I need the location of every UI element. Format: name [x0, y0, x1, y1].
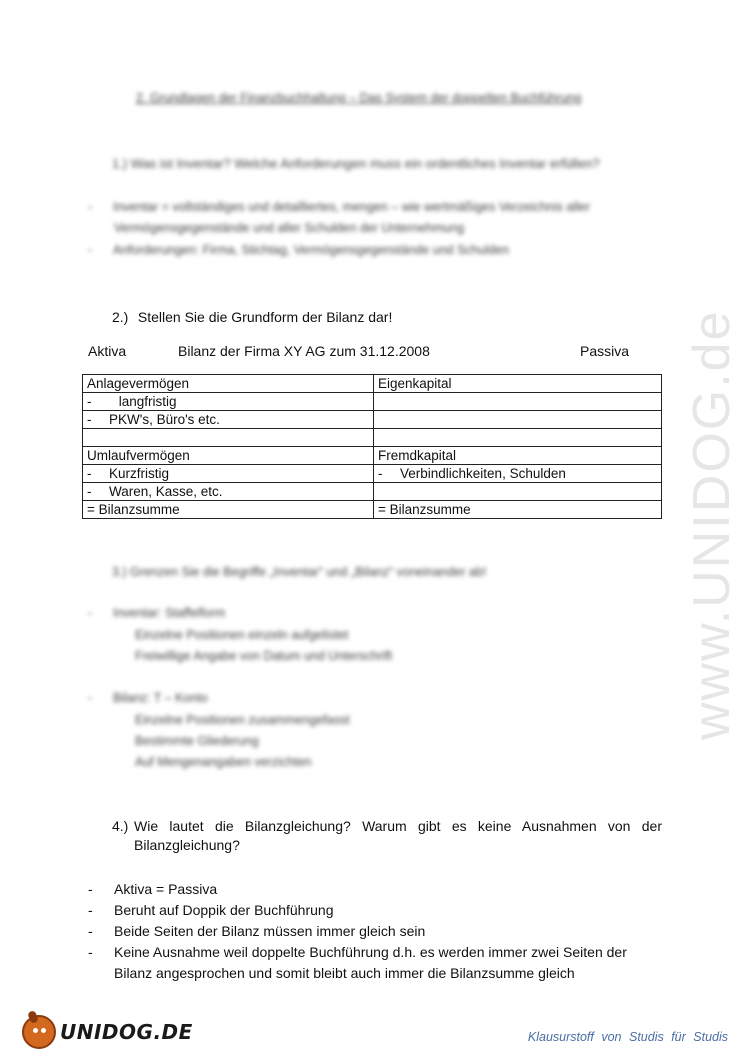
q3-bilanz-line-1: Einzelne Positionen zusammengefasst [135, 713, 350, 727]
q3-inventar-line-2: Freiwillige Angabe von Datum und Unterschrift [135, 649, 393, 663]
cell-text: Fremdkapital [378, 448, 457, 463]
table-cell [83, 429, 374, 447]
q1-bullet-2: - Anforderungen: Firma, Stichtag, Vermögensgegenstände und Schulden [88, 243, 510, 257]
table-cell [83, 501, 374, 519]
bilanz-title-row [88, 343, 628, 361]
list-item: - Keine Ausnahme weil doppelte Buchführung d.h. es werden immer zwei Seiten der Bilanz angesprochen und somit bleibt auch immer die Bilanzsumme gleich [88, 944, 627, 981]
passiva-label: Passiva [580, 343, 630, 359]
table-cell [374, 447, 662, 465]
q4-number: 4.) [112, 818, 129, 834]
q3-question: 3.) Grenzen Sie die Begriffe „Inventar“ und „Bilanz“ voneinander ab! [112, 565, 487, 579]
unidog-logo[interactable] [22, 1014, 193, 1050]
table-cell [83, 483, 374, 501]
cell-text: Verbindlichkeiten, Schulden [400, 466, 566, 481]
table-cell [83, 411, 374, 429]
q2-question: Stellen Sie die Grundform der Bilanz dar! [137, 309, 393, 325]
table-row [83, 447, 662, 465]
cell-text: = Bilanzsumme [87, 502, 180, 517]
list-item: - Beide Seiten der Bilanz müssen immer gleich sein [88, 923, 426, 939]
section-heading: 2. Grundlagen der Finanzbuchhaltung – Das System der doppelten Buchführung [136, 91, 582, 105]
table-row [83, 375, 662, 393]
bilanz-table [82, 374, 662, 519]
aktiva-label: Aktiva [88, 343, 127, 359]
q4-question-line-2: Bilanzgleichung? [134, 837, 240, 853]
q3-bilanz-line-3: Auf Mengenangaben verzichten [135, 755, 312, 769]
dash: - [87, 484, 92, 499]
q2-number: 2.) [112, 309, 129, 325]
dash: - [87, 412, 92, 427]
table-row [83, 501, 662, 519]
table-row [83, 411, 662, 429]
q3-bilanz-bullet: - Bilanz: T – Konto [88, 691, 208, 705]
table-cell [83, 375, 374, 393]
footer-tagline: Klausurstoff von Studis für Studis [527, 1030, 728, 1044]
dog-icon [22, 1015, 56, 1049]
table-cell [83, 393, 374, 411]
q3-inventar-line-1: Einzelne Positionen einzeln aufgelistet [135, 628, 349, 642]
q4-question-line-1: Wie lautet die Bilanzgleichung? Warum gibt es keine Ausnahmen von der [134, 818, 662, 834]
dash: - [87, 466, 92, 481]
table-cell [83, 465, 374, 483]
cell-text: Kurzfristig [109, 466, 170, 481]
table-cell [374, 393, 662, 411]
q4-answer-list [88, 879, 668, 984]
table-cell [374, 483, 662, 501]
table-cell [374, 375, 662, 393]
cell-text: Eigenkapital [378, 376, 452, 391]
table-row [83, 393, 662, 411]
cell-text: PKW's, Büro's etc. [109, 412, 220, 427]
list-item-text: Keine Ausnahme weil doppelte Buchführung d.h. es werden immer zwei Seiten der Bilanz angesprochen und somit bleibt auch immer die Bilanzsumme gleich [114, 944, 627, 981]
q1-line-2: Vermögensgegenstände und aller Schulden der Unternehmung [114, 221, 465, 235]
list-item: - Aktiva = Passiva [88, 881, 218, 897]
table-row [83, 483, 662, 501]
table-row [83, 465, 662, 483]
watermark: www.UNIDOG.de [683, 309, 741, 740]
q3-bilanz-line-2: Bestimmte Gliederung [135, 734, 259, 748]
list-item-text: Beide Seiten der Bilanz müssen immer gleich sein [114, 923, 426, 939]
cell-text: Umlaufvermögen [87, 448, 190, 463]
table-cell [83, 447, 374, 465]
q2-question-line [112, 309, 392, 325]
cell-text: Anlagevermögen [87, 376, 190, 391]
q3-inventar-bullet: - Inventar: Staffelform [88, 606, 226, 620]
table-cell [374, 411, 662, 429]
list-item-text: Aktiva = Passiva [114, 881, 218, 897]
q3-bilanz-head: Bilanz: T – Konto [113, 691, 208, 705]
logo-text: UNIDOG.DE [60, 1020, 193, 1044]
cell-text: = Bilanzsumme [378, 502, 471, 517]
q1-line-3: Anforderungen: Firma, Stichtag, Vermögensgegenstände und Schulden [113, 243, 510, 257]
dash: - [87, 394, 92, 409]
q3-inventar-head: Inventar: Staffelform [113, 606, 226, 620]
q1-bullet-1: - Inventar = vollständiges und detailliertes, mengen – wie wertmäßiges Verzeichnis aller [88, 200, 590, 214]
list-item-text: Beruht auf Doppik der Buchführung [114, 902, 334, 918]
table-cell [374, 465, 662, 483]
list-item: - Beruht auf Doppik der Buchführung [88, 902, 334, 918]
cell-text: langfristig [115, 394, 177, 409]
cell-text: Waren, Kasse, etc. [109, 484, 223, 499]
bilanz-title: Bilanz der Firma XY AG zum 31.12.2008 [178, 343, 430, 359]
q1-question: 1.) Was ist Inventar? Welche Anforderungen muss ein ordentliches Inventar erfüllen? [112, 156, 600, 171]
table-cell [374, 501, 662, 519]
table-row [83, 429, 662, 447]
table-cell [374, 429, 662, 447]
q4-question [112, 818, 662, 853]
dash: - [378, 466, 383, 481]
q1-line-1: Inventar = vollständiges und detailliertes, mengen – wie wertmäßiges Verzeichnis aller [113, 200, 590, 214]
